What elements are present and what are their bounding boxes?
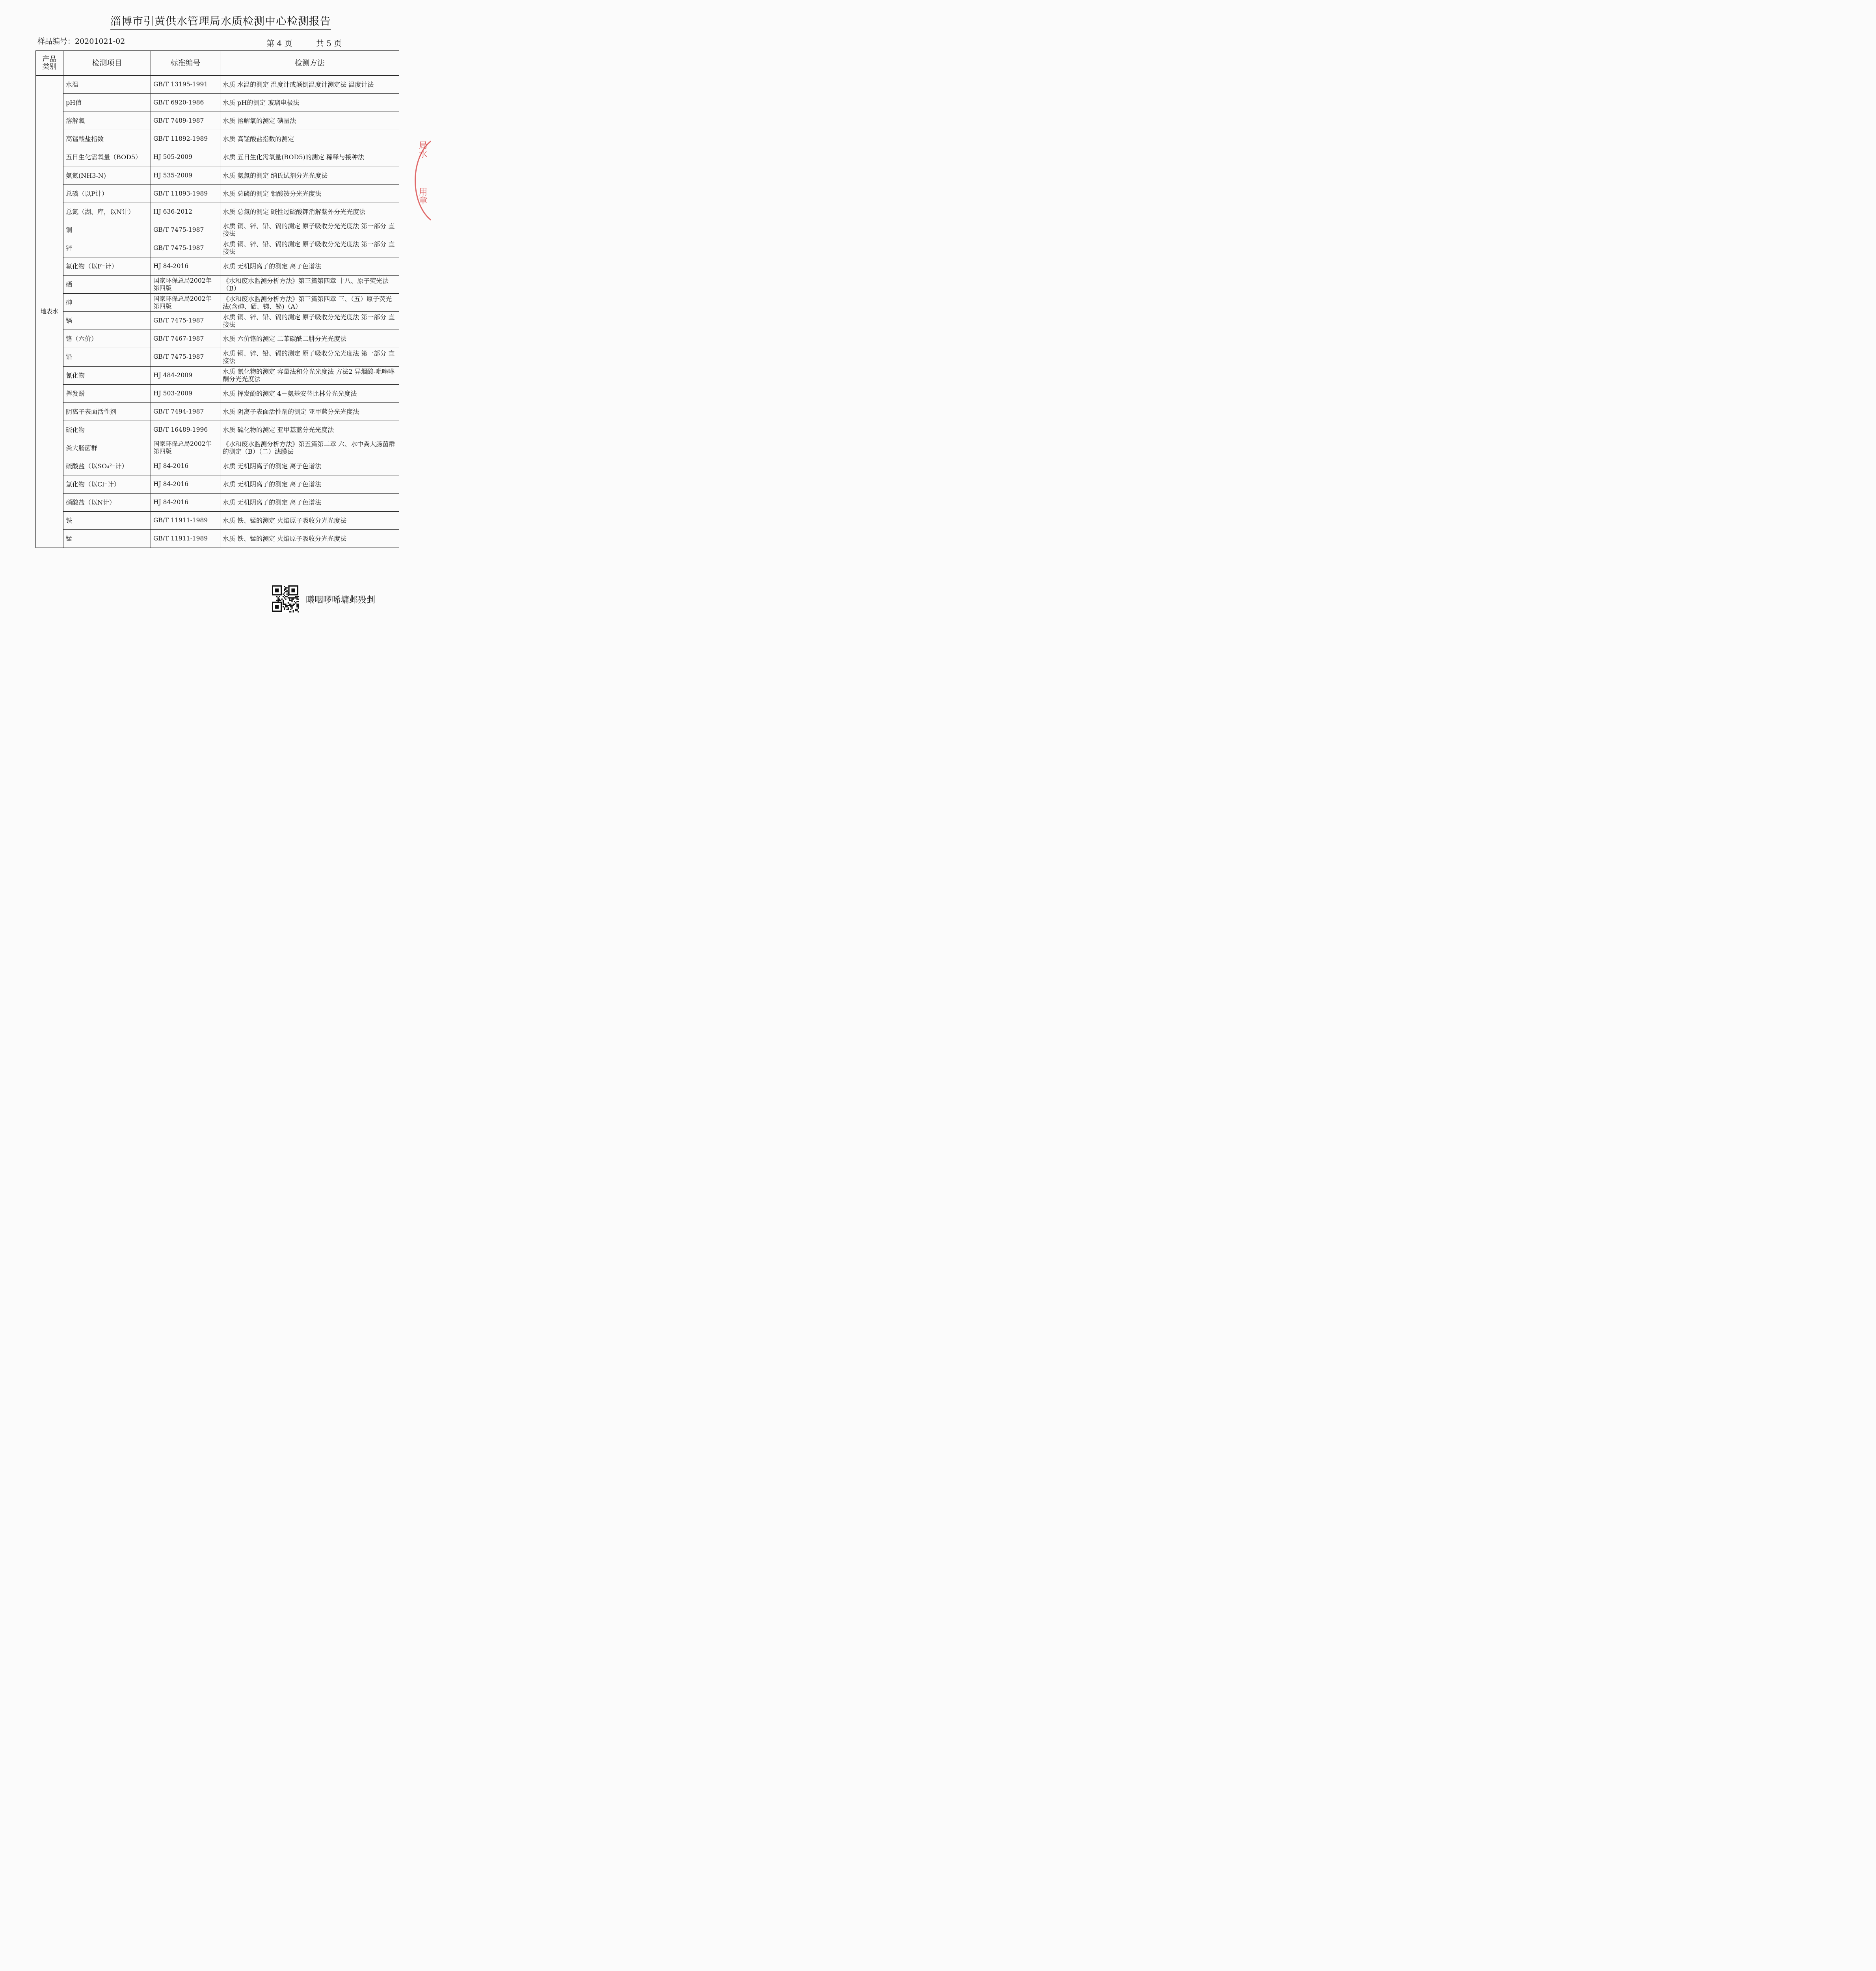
table-row — [36, 112, 399, 130]
standard-cell: GB/T 7475-1987 — [151, 239, 220, 257]
method-cell: 水质 铜、锌、铅、镉的测定 原子吸收分光光度法 第一部分 直接法 — [220, 239, 399, 257]
table-row — [36, 239, 399, 257]
table-row — [36, 366, 399, 384]
method-cell: 水质 六价铬的测定 二苯碳酰二肼分光光度法 — [220, 330, 399, 348]
item-cell: 砷 — [63, 294, 151, 312]
qr-code-icon — [272, 585, 300, 613]
item-cell: 硝酸盐（以N计） — [63, 494, 151, 512]
standard-cell: HJ 84-2016 — [151, 475, 220, 494]
header-item: 检测项目 — [63, 51, 151, 76]
table-row — [36, 276, 399, 294]
method-cell: 水质 水温的测定 温度计或颠倒温度计测定法 温度计法 — [220, 76, 399, 94]
item-cell: 锌 — [63, 239, 151, 257]
method-cell: 水质 无机阴离子的测定 离子色谱法 — [220, 475, 399, 494]
table-row — [36, 384, 399, 402]
standard-cell: GB/T 7475-1987 — [151, 348, 220, 366]
standard-cell: HJ 84-2016 — [151, 257, 220, 275]
standard-cell: HJ 505-2009 — [151, 148, 220, 166]
method-cell: 《水和废水监测分析方法》第五篇第二章 六、水中粪大肠菌群的测定（B）（二）滤膜法 — [220, 439, 399, 457]
method-cell: 水质 铁、锰的测定 火焰原子吸收分光光度法 — [220, 512, 399, 530]
item-cell: 氨氮(NH3-N) — [63, 166, 151, 184]
table-row — [36, 166, 399, 184]
standard-cell: HJ 84-2016 — [151, 494, 220, 512]
standard-cell: GB/T 11893-1989 — [151, 184, 220, 203]
standard-cell: 国家环保总局2002年第四版 — [151, 439, 220, 457]
item-cell: 溶解氧 — [63, 112, 151, 130]
standard-cell: GB/T 7475-1987 — [151, 312, 220, 330]
table-header-row — [36, 51, 399, 76]
table-row — [36, 439, 399, 457]
table-row — [36, 475, 399, 494]
item-cell: 硒 — [63, 276, 151, 294]
table-row — [36, 312, 399, 330]
item-cell: 阴离子表面活性剂 — [63, 402, 151, 421]
method-cell: 《水和废水监测分析方法》第三篇第四章 三、（五）原子荧光法(含砷、硒、锑、铋)（A） — [220, 294, 399, 312]
standard-cell: HJ 535-2009 — [151, 166, 220, 184]
table-row — [36, 421, 399, 439]
standard-cell: HJ 503-2009 — [151, 384, 220, 402]
item-cell: 氰化物 — [63, 366, 151, 384]
item-cell: 五日生化需氧量（BOD5） — [63, 148, 151, 166]
item-cell: 铬（六价） — [63, 330, 151, 348]
item-cell: 氯化物（以Cl⁻计） — [63, 475, 151, 494]
standard-cell: HJ 636-2012 — [151, 203, 220, 221]
table-row — [36, 512, 399, 530]
table-row — [36, 457, 399, 475]
method-cell: 《水和废水监测分析方法》第三篇第四章 十八、原子荧光法（B） — [220, 276, 399, 294]
standard-cell: 国家环保总局2002年第四版 — [151, 276, 220, 294]
item-cell: 粪大肠菌群 — [63, 439, 151, 457]
table-row — [36, 130, 399, 148]
item-cell: 铜 — [63, 221, 151, 239]
standard-cell: GB/T 11911-1989 — [151, 512, 220, 530]
page-current: 第 4 页 — [266, 39, 292, 48]
report-title: 淄博市引黄供水管理局水质检测中心检测报告 — [110, 13, 331, 30]
standard-cell: HJ 484-2009 — [151, 366, 220, 384]
footer-text: 曦咽啰唏墉邺殁剉 — [306, 595, 376, 605]
method-cell: 水质 氰化物的测定 容量法和分光光度法 方法2 异烟酸-吡唑啉酮分光光度法 — [220, 366, 399, 384]
sample-number: 样品编号：20201021-02 — [37, 37, 125, 46]
item-cell: 挥发酚 — [63, 384, 151, 402]
item-cell: 镉 — [63, 312, 151, 330]
method-cell: 水质 五日生化需氧量(BOD5)的测定 稀释与接种法 — [220, 148, 399, 166]
method-cell: 水质 pH的测定 玻璃电极法 — [220, 94, 399, 112]
table-row — [36, 294, 399, 312]
method-cell: 水质 总氮的测定 碱性过硫酸钾消解紫外分光光度法 — [220, 203, 399, 221]
method-cell: 水质 无机阴离子的测定 离子色谱法 — [220, 257, 399, 275]
table-row — [36, 76, 399, 94]
seal-text-top: 局水 — [417, 141, 427, 158]
method-cell: 水质 阴离子表面活性剂的测定 亚甲蓝分光光度法 — [220, 402, 399, 421]
item-cell: 锰 — [63, 530, 151, 548]
standard-cell: GB/T 11911-1989 — [151, 530, 220, 548]
table-row — [36, 330, 399, 348]
item-cell: 硫酸盐（以SO₄²⁻计） — [63, 457, 151, 475]
official-seal — [412, 136, 431, 223]
standard-cell: GB/T 11892-1989 — [151, 130, 220, 148]
standard-cell: 国家环保总局2002年第四版 — [151, 294, 220, 312]
item-cell: 总氮（湖、库，以N计） — [63, 203, 151, 221]
standard-cell: GB/T 7489-1987 — [151, 112, 220, 130]
table-row — [36, 184, 399, 203]
item-cell: 铅 — [63, 348, 151, 366]
page-total: 共 5 页 — [316, 39, 342, 48]
item-cell: 硫化物 — [63, 421, 151, 439]
table-row — [36, 148, 399, 166]
method-cell: 水质 铜、锌、铅、镉的测定 原子吸收分光光度法 第一部分 直接法 — [220, 348, 399, 366]
table-body — [36, 76, 399, 548]
standard-cell: GB/T 6920-1986 — [151, 94, 220, 112]
item-cell: 氟化物（以F⁻计） — [63, 257, 151, 275]
item-cell: 总磷（以P计） — [63, 184, 151, 203]
standard-cell: GB/T 13195-1991 — [151, 76, 220, 94]
standard-cell: HJ 84-2016 — [151, 457, 220, 475]
seal-text-bottom: 用章 — [417, 187, 427, 205]
method-cell: 水质 铜、锌、铅、镉的测定 原子吸收分光光度法 第一部分 直接法 — [220, 312, 399, 330]
table-row — [36, 221, 399, 239]
method-cell: 水质 总磷的测定 钼酸铵分光光度法 — [220, 184, 399, 203]
table-row — [36, 203, 399, 221]
item-cell: 高锰酸盐指数 — [63, 130, 151, 148]
item-cell: 水温 — [63, 76, 151, 94]
method-cell: 水质 溶解氧的测定 碘量法 — [220, 112, 399, 130]
method-cell: 水质 硫化物的测定 亚甲基蓝分光光度法 — [220, 421, 399, 439]
table-row — [36, 494, 399, 512]
header-method: 检测方法 — [220, 51, 399, 76]
table-row — [36, 257, 399, 275]
method-cell: 水质 无机阴离子的测定 离子色谱法 — [220, 457, 399, 475]
standard-cell: GB/T 7467-1987 — [151, 330, 220, 348]
method-cell: 水质 铜、锌、铅、镉的测定 原子吸收分光光度法 第一部分 直接法 — [220, 221, 399, 239]
table-row — [36, 348, 399, 366]
table-row — [36, 530, 399, 548]
item-cell: 铁 — [63, 512, 151, 530]
test-methods-table — [35, 50, 399, 548]
page-indicator — [266, 37, 346, 48]
method-cell: 水质 无机阴离子的测定 离子色谱法 — [220, 494, 399, 512]
standard-cell: GB/T 7494-1987 — [151, 402, 220, 421]
header-standard: 标准编号 — [151, 51, 220, 76]
method-cell: 水质 挥发酚的测定 4－氨基安替比林分光光度法 — [220, 384, 399, 402]
header-category: 产品类别 — [36, 51, 63, 76]
method-cell: 水质 高锰酸盐指数的测定 — [220, 130, 399, 148]
item-cell: pH值 — [63, 94, 151, 112]
table-row — [36, 94, 399, 112]
method-cell: 水质 氨氮的测定 纳氏试剂分光光度法 — [220, 166, 399, 184]
method-cell: 水质 铁、锰的测定 火焰原子吸收分光光度法 — [220, 530, 399, 548]
category-cell: 地表水 — [36, 76, 63, 548]
table-row — [36, 402, 399, 421]
standard-cell: GB/T 7475-1987 — [151, 221, 220, 239]
standard-cell: GB/T 16489-1996 — [151, 421, 220, 439]
